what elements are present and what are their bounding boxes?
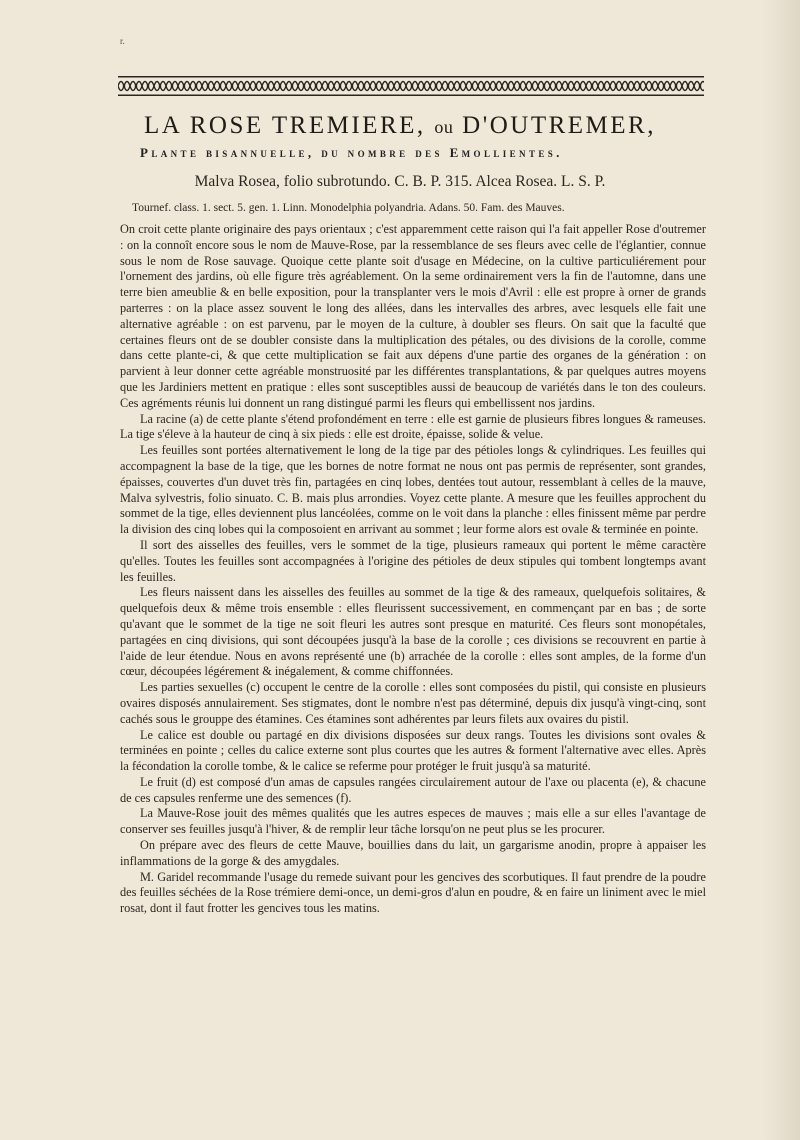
title-alt: D'OUTREMER, bbox=[462, 112, 656, 139]
title-main: LA ROSE TREMIERE, bbox=[144, 112, 426, 139]
paragraph-9: La Mauve-Rose jouit des mêmes qualités que les autres especes de mauves ; mais elle a sur elles l'avantage de conserver ses feuilles jusqu'à l'hiver, & de remplir leur tâche lorsqu'on ne peut plus se les procurer. bbox=[120, 806, 706, 837]
subtitle: Plante bisannuelle, du nombre des Emollientes. bbox=[140, 145, 563, 160]
paragraph-11: M. Garidel recommande l'usage du remede suivant pour les gencives des scorbutiques. Il faut prendre de la poudre des feuilles séchées de la Rose trémiere demi-once, un demi-gros d'alun en poudre, & en faire un liniment avec le miel rosat, dont il faut frotter les gencives tous les matins. bbox=[120, 869, 706, 916]
decorative-border-ornament bbox=[118, 75, 704, 97]
page-edge-shadow bbox=[762, 0, 800, 1140]
paragraph-7: Le calice est double ou partagé en dix divisions disposées sur deux rangs. Toutes les divisions sont ovales & terminées en pointe ; celles du calice externe sont plus courtes que les autres & forment l'alternative avec elles. Après la fécondation la corolle tombe, & le calice se referme pour protéger le fruit jusqu'à sa maturité. bbox=[120, 727, 706, 774]
classification-line: Tournef. class. 1. sect. 5. gen. 1. Linn. Monodelphia polyandria. Adans. 50. Fam. des Mauves. bbox=[132, 202, 565, 214]
page-title bbox=[0, 112, 800, 140]
corner-mark: r. bbox=[120, 36, 125, 46]
paragraph-4: Il sort des aisselles des feuilles, vers le sommet de la tige, plusieurs rameaux qui portent le même caractère qu'elles. Toutes les feuilles sont accompagnées à l'origine des pétioles de deux stipules qui tombent longtemps avant les feuilles. bbox=[120, 537, 706, 584]
paragraph-3: Les feuilles sont portées alternativement le long de la tige par des pétioles longs & cylindriques. Les feuilles qui accompagnent la base de la tige, que les bornes de notre format ne nous ont pas permis de représenter, sont grandes, épaisses, couvertes d'un duvet très fin, partagées en cinq lobes, dentées tout autour, ressemblant à celles de la mauve, Malva sylvestris, folio sinuato. C. B. mais plus arrondies. Voyez cette plante. A mesure que les feuilles approchent du sommet de la tige, elles deviennent plus lancéolées, comme on le voit dans la planche : elles finissent même par perdre la division des cinq lobes qui la composoient en arrivant au sommet ; leur forme alors est ovale & terminée en pointe. bbox=[120, 443, 706, 537]
paragraph-10: On prépare avec des fleurs de cette Mauve, bouillies dans du lait, un gargarisme anodin, propre à appaiser les inflammations de la gorge & des amygdales. bbox=[120, 838, 706, 868]
paragraph-6: Les parties sexuelles (c) occupent le centre de la corolle : elles sont composées du pistil, qui consiste en plusieurs ovaires disposés annulairement. Ses stigmates, dont le nombre n'est pas déterminé, depuis dix jusqu'à vingt-cinq, sont cachés sous le grouppe des étamines. Ces étamines sont adhérentes par leurs filets aux ovaires du pistil. bbox=[120, 680, 706, 726]
title-connector: ou bbox=[434, 117, 454, 137]
paragraph-1: On croit cette plante originaire des pays orientaux ; c'est apparemment cette raison qui l'a fait appeller Rose d'outremer : on la connoît encore sous le nom de Mauve-Rose, par la ressemblance de ses fleurs avec celle de l'églantier, connue sous le nom de Rose sauvage. Quoique cette plante soit d'usage en Médecine, on la cultive particuliérement pour l'ornement des jardins, où elle figure très agréablement. On la seme ordinairement vers la fin de l'automne, dans une terre bien ameublie & en belle exposition, pour la transplanter vers le mois d'Avril : elle est propre à orner de grands parterres : on la place assez souvent le long des allées, dans les intervalles des arbres, avec lesquels elle fait une alternative agréable : on est parvenu, par le moyen de la culture, à doubler ses fleurs. On sait que la faculté que certaines fleurs ont de se doubler consiste dans la multiplication des pétales, ou des divisions de la corolle, comme dans cette plante-ci, & que cette multiplication se fait aux dépens d'une partie des organes de la génération : on parvient à leur donner cette agréable monstruosité par les différentes transplantations, & par quelques autres moyens que les Jardiniers mettent en pratique : elles sont susceptibles aussi de beaucoup de variétés dans le ton des couleurs. Ces agréments réunis lui donnent un rang distingué parmi les fleurs qui embellissent nos jardins. bbox=[120, 222, 706, 410]
paragraph-2: La racine (a) de cette plante s'étend profondément en terre : elle est garnie de plusieurs fibres longues & rameuses. La tige s'éleve à la hauteur de cinq à six pieds : elle est droite, épaisse, solide & velue. bbox=[120, 411, 706, 442]
paragraph-8: Le fruit (d) est composé d'un amas de capsules rangées circulairement autour de l'axe ou placenta (e), & chacune de ces capsules renferme une des semences (f). bbox=[120, 774, 706, 805]
botanical-synonyms: Malva Rosea, folio subrotundo. C. B. P. 315. Alcea Rosea. L. S. P. bbox=[194, 173, 606, 190]
paragraph-5: Les fleurs naissent dans les aisselles des feuilles au sommet de la tige & des rameaux, quelquefois solitaires, & quelquefois deux & même trois ensemble : elles fleurissent successivement, en commençant par en bas ; de sorte qu'avant que le sommet de la tige ne soit fleuri les autres sont presque en maturité. Ces fleurs sont monopétales, partagées en cinq divisions, qui sont découpées jusqu'à la base de la corolle ; ces divisions se recouvrent en partie à l'aide de leur étendue. Nous en avons représenté une (b) arrachée de la corolle : elles sont amples, de la forme d'un cœur, découpées légérement & inégalement, & comme chiffonnées. bbox=[120, 585, 706, 679]
body-text bbox=[120, 222, 706, 917]
